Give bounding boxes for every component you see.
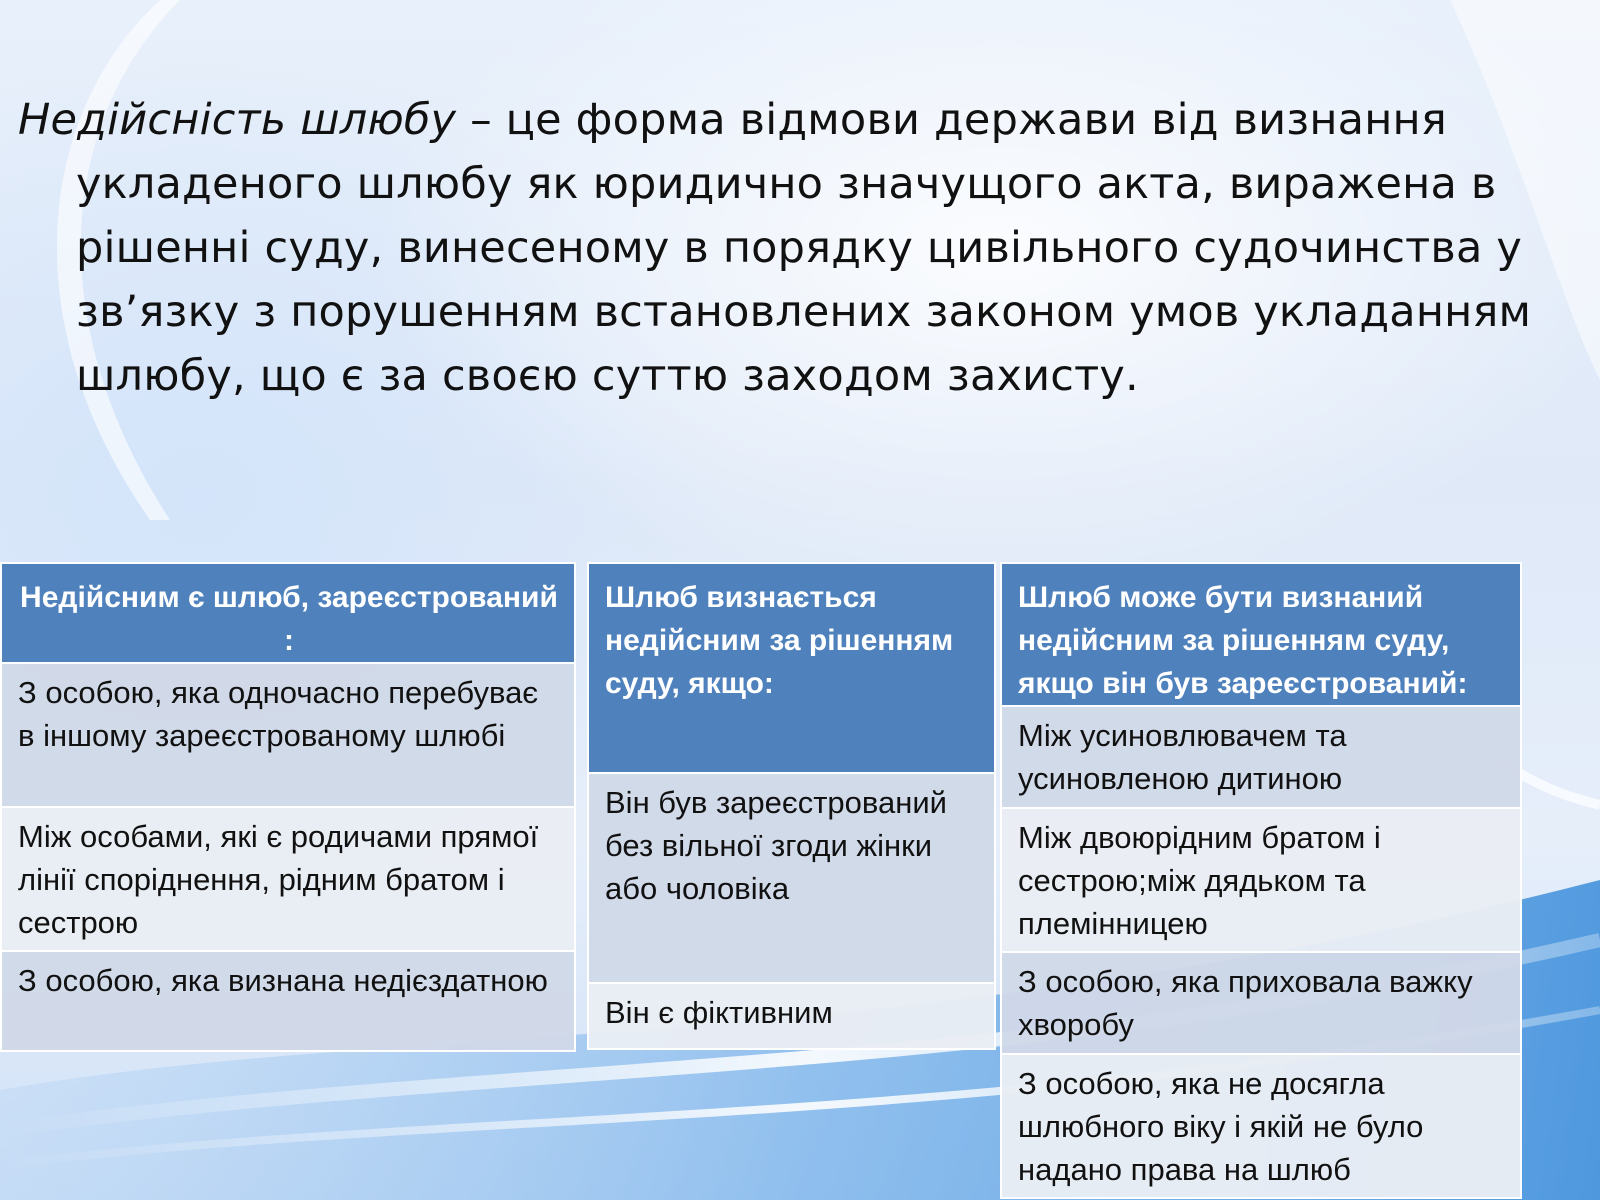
- definition-paragraph: [18, 88, 1600, 408]
- definition-text: – це форма відмови держави від визнання укладеного шлюбу як юридично значущого акта, виражена в рішенні суду, винесеному в порядку цивільного судочинства у зв’язку з порушенням встановлених законом умов укладанням шлюбу, що є за своєю суттю заходом захисту.: [76, 95, 1532, 401]
- list-item: Між усиновлювачем та усиновленою дитиною: [1000, 707, 1522, 809]
- list-item: З особою, яка визнана недієздатною: [0, 952, 576, 1052]
- column-void-marriage: [0, 562, 576, 1052]
- column-header: Шлюб може бути визнаний недійсним за рішенням суду, якщо він був зареєстрований:: [1000, 562, 1522, 707]
- column-may-be-invalid: [1000, 562, 1522, 1199]
- list-item: Він є фіктивним: [587, 984, 996, 1050]
- column-court-invalid: [587, 562, 996, 1050]
- list-item: З особою, яка приховала важку хворобу: [1000, 953, 1522, 1055]
- list-item: З особою, яка не досягла шлюбного віку і якій не було надано права на шлюб: [1000, 1055, 1522, 1199]
- column-header: Шлюб визнається недійсним за рішенням суду, якщо:: [587, 562, 996, 774]
- list-item: Між особами, які є родичами прямої лінії споріднення, рідним братом і сестрою: [0, 808, 576, 952]
- definition-term: Недійсність шлюбу: [18, 95, 457, 145]
- list-item: Він був зареєстрований без вільної згоди жінки або чоловіка: [587, 774, 996, 984]
- list-item: Між двоюрідним братом і сестрою;між дядьком та племінницею: [1000, 809, 1522, 953]
- column-header: Недійсним є шлюб, зареєстрований :: [0, 562, 576, 664]
- list-item: З особою, яка одночасно перебуває в іншому зареєстрованому шлюбі: [0, 664, 576, 808]
